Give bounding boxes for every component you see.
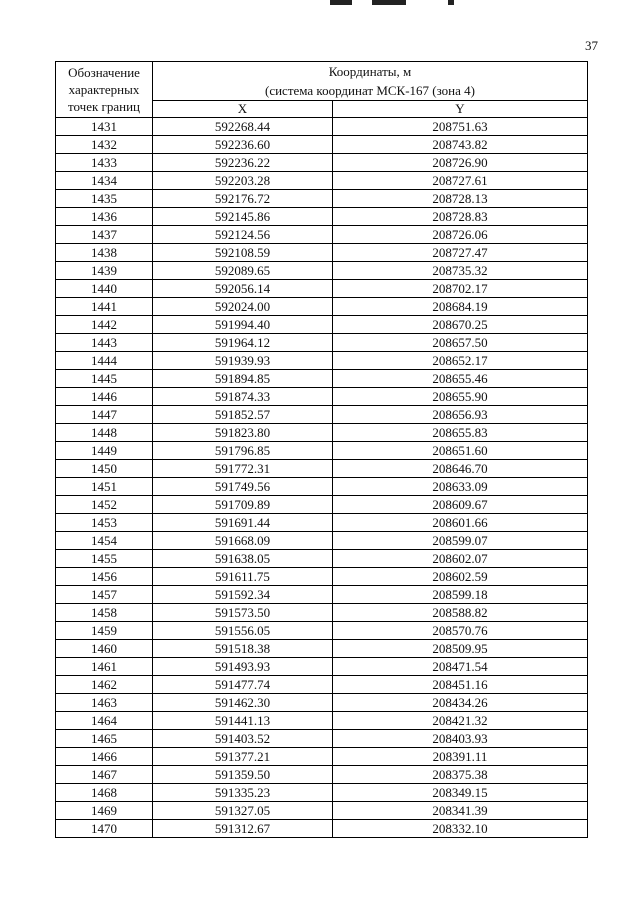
x-coordinate-cell: 591359.50 [153, 766, 333, 784]
x-coordinate-cell: 592145.86 [153, 208, 333, 226]
x-coordinate-cell: 591335.23 [153, 784, 333, 802]
coordinates-subtitle: (система координат МСК-167 (зона 4) [265, 83, 475, 98]
table-row [56, 802, 588, 820]
coordinates-table [55, 61, 588, 838]
y-coordinate-cell: 208609.67 [333, 496, 588, 514]
x-coordinate-cell: 591852.57 [153, 406, 333, 424]
x-coordinate-cell: 591796.85 [153, 442, 333, 460]
y-coordinate-cell: 208602.59 [333, 568, 588, 586]
table-row [56, 676, 588, 694]
y-coordinate-cell: 208656.93 [333, 406, 588, 424]
table-row [56, 820, 588, 838]
point-id-cell: 1467 [56, 766, 153, 784]
y-coordinate-cell: 208570.76 [333, 622, 588, 640]
y-coordinate-cell: 208601.66 [333, 514, 588, 532]
y-coordinate-cell: 208375.38 [333, 766, 588, 784]
point-id-cell: 1456 [56, 568, 153, 586]
point-id-cell: 1468 [56, 784, 153, 802]
y-coordinate-cell: 208349.15 [333, 784, 588, 802]
x-column-header: X [153, 101, 333, 118]
table-row [56, 730, 588, 748]
table-row [56, 442, 588, 460]
x-coordinate-cell: 591477.74 [153, 676, 333, 694]
x-coordinate-cell: 591964.12 [153, 334, 333, 352]
table-row [56, 298, 588, 316]
page-number: 37 [585, 38, 598, 53]
table-row [56, 370, 588, 388]
table-row [56, 766, 588, 784]
x-coordinate-cell: 591894.85 [153, 370, 333, 388]
y-coordinate-cell: 208684.19 [333, 298, 588, 316]
point-id-cell: 1433 [56, 154, 153, 172]
point-id-cell: 1461 [56, 658, 153, 676]
point-id-cell: 1454 [56, 532, 153, 550]
table-row [56, 658, 588, 676]
y-column-header: Y [333, 101, 588, 118]
point-id-cell: 1455 [56, 550, 153, 568]
point-id-cell: 1437 [56, 226, 153, 244]
table-body [56, 118, 588, 838]
x-coordinate-cell: 591994.40 [153, 316, 333, 334]
table-row [56, 226, 588, 244]
y-coordinate-cell: 208728.83 [333, 208, 588, 226]
point-id-cell: 1465 [56, 730, 153, 748]
x-coordinate-cell: 591823.80 [153, 424, 333, 442]
x-coordinate-cell: 592024.00 [153, 298, 333, 316]
point-id-cell: 1450 [56, 460, 153, 478]
point-id-cell: 1443 [56, 334, 153, 352]
x-coordinate-cell: 592124.56 [153, 226, 333, 244]
point-id-cell: 1463 [56, 694, 153, 712]
x-coordinate-cell: 591441.13 [153, 712, 333, 730]
x-coordinate-cell: 591749.56 [153, 478, 333, 496]
point-id-cell: 1431 [56, 118, 153, 136]
table-row [56, 244, 588, 262]
point-id-cell: 1444 [56, 352, 153, 370]
table-row [56, 748, 588, 766]
table-row [56, 712, 588, 730]
table-row [56, 496, 588, 514]
point-id-cell: 1464 [56, 712, 153, 730]
point-id-cell: 1445 [56, 370, 153, 388]
y-coordinate-cell: 208599.07 [333, 532, 588, 550]
table-row [56, 532, 588, 550]
table-row [56, 262, 588, 280]
point-id-cell: 1448 [56, 424, 153, 442]
table-row [56, 784, 588, 802]
table-row [56, 172, 588, 190]
point-id-cell: 1436 [56, 208, 153, 226]
point-id-cell: 1453 [56, 514, 153, 532]
y-coordinate-cell: 208735.32 [333, 262, 588, 280]
x-coordinate-cell: 591462.30 [153, 694, 333, 712]
y-coordinate-cell: 208421.32 [333, 712, 588, 730]
point-id-cell: 1458 [56, 604, 153, 622]
y-coordinate-cell: 208509.95 [333, 640, 588, 658]
x-coordinate-cell: 591327.05 [153, 802, 333, 820]
y-coordinate-cell: 208751.63 [333, 118, 588, 136]
point-id-cell: 1449 [56, 442, 153, 460]
x-coordinate-cell: 591592.34 [153, 586, 333, 604]
table-row [56, 280, 588, 298]
y-coordinate-cell: 208670.25 [333, 316, 588, 334]
point-id-cell: 1435 [56, 190, 153, 208]
point-id-cell: 1432 [56, 136, 153, 154]
table-row [56, 460, 588, 478]
table-row [56, 190, 588, 208]
y-coordinate-cell: 208588.82 [333, 604, 588, 622]
y-coordinate-cell: 208403.93 [333, 730, 588, 748]
y-coordinate-cell: 208655.90 [333, 388, 588, 406]
y-coordinate-cell: 208726.06 [333, 226, 588, 244]
point-id-cell: 1438 [56, 244, 153, 262]
table-row [56, 586, 588, 604]
point-id-cell: 1470 [56, 820, 153, 838]
x-coordinate-cell: 591518.38 [153, 640, 333, 658]
point-column-header [56, 62, 153, 118]
y-coordinate-cell: 208451.16 [333, 676, 588, 694]
table-row [56, 388, 588, 406]
y-coordinate-cell: 208652.17 [333, 352, 588, 370]
point-id-cell: 1451 [56, 478, 153, 496]
table-row [56, 622, 588, 640]
x-coordinate-cell: 591493.93 [153, 658, 333, 676]
table-row [56, 136, 588, 154]
x-coordinate-cell: 591403.52 [153, 730, 333, 748]
point-id-cell: 1460 [56, 640, 153, 658]
point-id-cell: 1434 [56, 172, 153, 190]
point-id-cell: 1447 [56, 406, 153, 424]
y-coordinate-cell: 208391.11 [333, 748, 588, 766]
y-coordinate-cell: 208471.54 [333, 658, 588, 676]
y-coordinate-cell: 208657.50 [333, 334, 588, 352]
y-coordinate-cell: 208633.09 [333, 478, 588, 496]
y-coordinate-cell: 208727.61 [333, 172, 588, 190]
y-coordinate-cell: 208655.83 [333, 424, 588, 442]
point-id-cell: 1446 [56, 388, 153, 406]
point-id-cell: 1452 [56, 496, 153, 514]
y-coordinate-cell: 208341.39 [333, 802, 588, 820]
point-id-cell: 1469 [56, 802, 153, 820]
table-row [56, 550, 588, 568]
coordinates-column-header [153, 62, 588, 101]
x-coordinate-cell: 592268.44 [153, 118, 333, 136]
y-coordinate-cell: 208728.13 [333, 190, 588, 208]
x-coordinate-cell: 592236.22 [153, 154, 333, 172]
y-coordinate-cell: 208655.46 [333, 370, 588, 388]
x-coordinate-cell: 591691.44 [153, 514, 333, 532]
y-coordinate-cell: 208726.90 [333, 154, 588, 172]
table-row [56, 316, 588, 334]
x-coordinate-cell: 592203.28 [153, 172, 333, 190]
x-coordinate-cell: 591939.93 [153, 352, 333, 370]
point-id-cell: 1466 [56, 748, 153, 766]
x-coordinate-cell: 591556.05 [153, 622, 333, 640]
point-id-cell: 1442 [56, 316, 153, 334]
y-coordinate-cell: 208727.47 [333, 244, 588, 262]
y-coordinate-cell: 208599.18 [333, 586, 588, 604]
table-row [56, 640, 588, 658]
point-id-cell: 1440 [56, 280, 153, 298]
x-coordinate-cell: 591312.67 [153, 820, 333, 838]
table-row [56, 352, 588, 370]
point-id-cell: 1457 [56, 586, 153, 604]
table-row [56, 424, 588, 442]
y-coordinate-cell: 208332.10 [333, 820, 588, 838]
table-row [56, 208, 588, 226]
y-coordinate-cell: 208602.07 [333, 550, 588, 568]
point-header-line: точек границ [67, 99, 141, 114]
y-coordinate-cell: 208646.70 [333, 460, 588, 478]
x-coordinate-cell: 591772.31 [153, 460, 333, 478]
table-row [56, 694, 588, 712]
y-coordinate-cell: 208651.60 [333, 442, 588, 460]
x-coordinate-cell: 591573.50 [153, 604, 333, 622]
x-coordinate-cell: 591377.21 [153, 748, 333, 766]
point-header-line: Обозначение [68, 65, 140, 80]
x-coordinate-cell: 592089.65 [153, 262, 333, 280]
y-coordinate-cell: 208743.82 [333, 136, 588, 154]
x-coordinate-cell: 591874.33 [153, 388, 333, 406]
table-row [56, 154, 588, 172]
x-coordinate-cell: 592176.72 [153, 190, 333, 208]
x-coordinate-cell: 591638.05 [153, 550, 333, 568]
point-id-cell: 1439 [56, 262, 153, 280]
x-coordinate-cell: 591611.75 [153, 568, 333, 586]
point-id-cell: 1462 [56, 676, 153, 694]
y-coordinate-cell: 208434.26 [333, 694, 588, 712]
x-coordinate-cell: 592108.59 [153, 244, 333, 262]
y-coordinate-cell: 208702.17 [333, 280, 588, 298]
top-scan-marks [320, 0, 470, 6]
x-coordinate-cell: 592236.60 [153, 136, 333, 154]
x-coordinate-cell: 591709.89 [153, 496, 333, 514]
table-row [56, 604, 588, 622]
table-row [56, 514, 588, 532]
table-header-row [56, 62, 588, 101]
table-row [56, 118, 588, 136]
table-row [56, 406, 588, 424]
x-coordinate-cell: 592056.14 [153, 280, 333, 298]
table-row [56, 568, 588, 586]
x-coordinate-cell: 591668.09 [153, 532, 333, 550]
table-row [56, 334, 588, 352]
coordinates-title: Координаты, м [328, 64, 412, 79]
point-id-cell: 1459 [56, 622, 153, 640]
point-id-cell: 1441 [56, 298, 153, 316]
table-row [56, 478, 588, 496]
point-header-line: характерных [68, 82, 140, 97]
